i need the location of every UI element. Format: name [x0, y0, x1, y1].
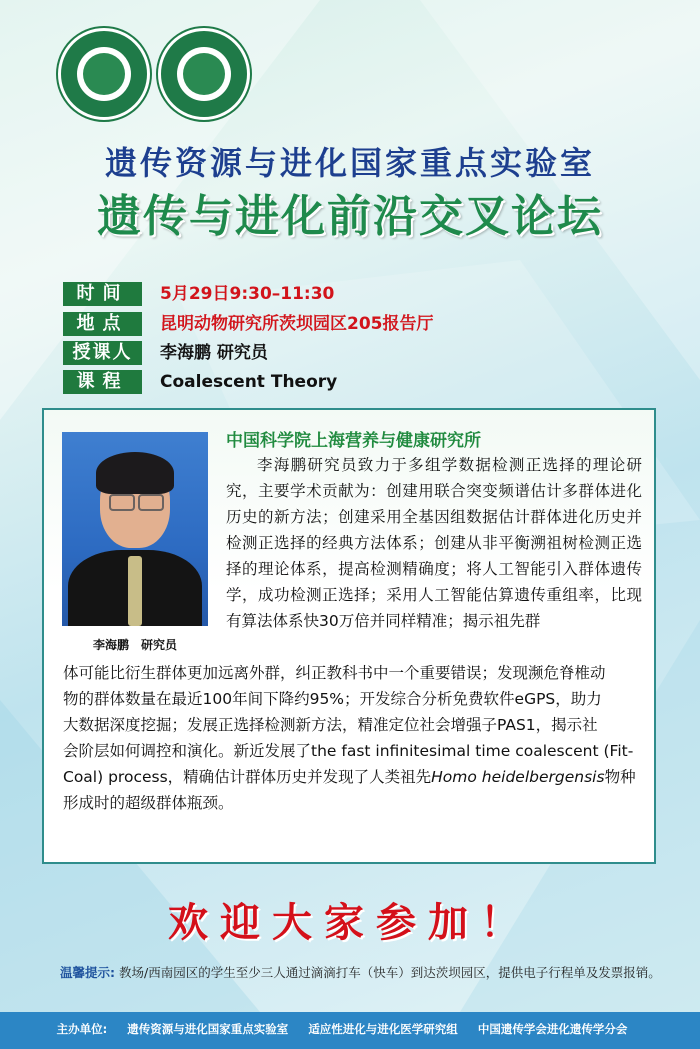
lab-title: 遗传资源与进化国家重点实验室	[104, 144, 595, 182]
bio-line: 会阶层如何调控和演化。新近发展了the fast infinitesimal time coalescent (Fit-	[63, 742, 634, 760]
photo-glasses-right	[138, 494, 164, 511]
welcome-banner: 欢迎大家参加！	[168, 899, 532, 946]
info-value: 李海鹏 研究员	[160, 343, 268, 363]
bio-line: 物的群体数量在最近100年间下降约95%；开发综合分析免费软件eGPS，助力	[63, 690, 602, 708]
info-label: 时间	[63, 282, 142, 306]
dna-icon	[183, 53, 225, 95]
info-label: 授课人	[63, 341, 142, 365]
photo-caption: 李海鹏 研究员	[92, 638, 177, 652]
photo-glasses-left	[109, 494, 135, 511]
footer-org: 适应性进化与进化医学研究组	[308, 1022, 458, 1036]
footer-org: 遗传资源与进化国家重点实验室	[127, 1022, 289, 1036]
bio-line: 形成时的超级群体瓶颈。	[63, 794, 234, 812]
info-value: Coalescent Theory	[160, 372, 338, 392]
lab-logo	[158, 28, 250, 120]
species-name: Homo heidelbergensis	[431, 768, 605, 786]
footer-label: 主办单位:	[56, 1022, 108, 1036]
footer-org: 中国遗传学会进化遗传学分会	[477, 1022, 628, 1036]
bio-line: Coal) process，精确估计群体历史并发现了人类祖先Homo heidelbergensis物种	[63, 768, 636, 786]
tip-text: 教场/西南园区的学生至少三人通过滴滴打车（快车）到达茨坝园区，提供电子行程单及发票报销。	[118, 965, 661, 980]
speaker-bio-bottom	[63, 660, 643, 816]
tip-note	[60, 963, 661, 981]
monkey-icon	[83, 53, 125, 95]
bio-line: 体可能比衍生群体更加远离外群，纠正教科书中一个重要错误；发现濒危脊椎动	[63, 664, 606, 682]
footer-organizers	[0, 1021, 700, 1037]
info-label: 课程	[63, 370, 142, 394]
bio-line: 大数据深度挖掘；发展正选择检测新方法，精准定位社会增强子PAS1，揭示社	[63, 716, 598, 734]
info-value: 昆明动物研究所茨坝园区205报告厅	[160, 314, 434, 334]
photo-tie	[128, 556, 142, 626]
info-value: 5月29日9:30–11:30	[160, 284, 335, 304]
speaker-bio-top: 李海鹏研究员致力于多组学数据检测正选择的理论研究，主要学术贡献为：创建用联合突变频谱估计多群体进化历史的新方法；创建采用全基因组数据估计群体进化历史并检测正选择的经典方法体系；创建从非平衡溯祖树检测正选择的理论体系，提高检测精确度；将人工智能引入群体遗传学，成功检测正选择；采用人工智能估算遗传重组率，比现有算法体系快30万倍并同样精准；揭示祖先群	[226, 456, 642, 630]
tip-label: 温馨提示:	[60, 965, 115, 980]
forum-title: 遗传与进化前沿交叉论坛	[97, 191, 603, 242]
photo-hair	[96, 452, 174, 494]
speaker-photo	[62, 432, 208, 626]
info-label: 地点	[63, 312, 142, 336]
kiz-logo	[58, 28, 150, 120]
speaker-institution: 中国科学院上海营养与健康研究所	[226, 431, 481, 451]
